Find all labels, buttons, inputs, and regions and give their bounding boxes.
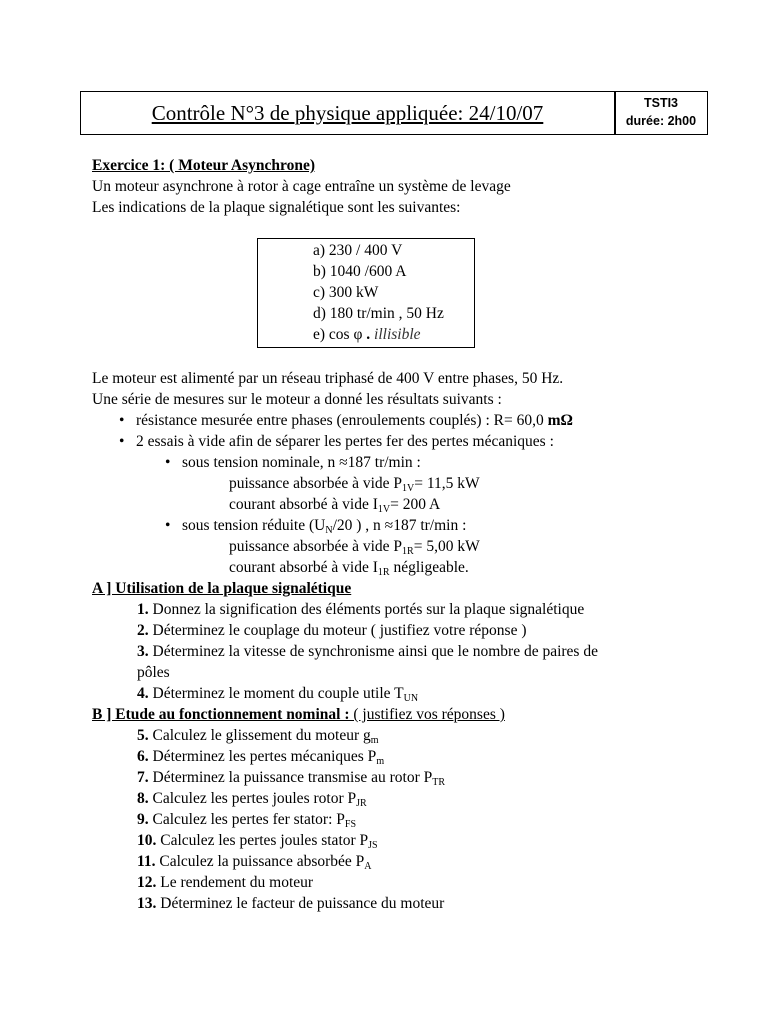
header-box <box>80 91 708 135</box>
nameplate-box <box>257 238 475 348</box>
question-5: 5. Calculez le glissement du moteur $g_m$ <box>137 727 379 746</box>
plate-item-a: a) 230 / 400 V <box>313 242 403 259</box>
plate-item-d: d) 180 tr/min , 50 Hz <box>313 305 444 322</box>
nominal-power: puissance absorbée à vide $P_{1V}= 11,5$ kW <box>229 475 480 494</box>
question-3-continued: pôles <box>137 664 170 681</box>
plate-item-e-value: illisible <box>374 326 421 343</box>
list-item-resistance <box>136 410 573 431</box>
question-11: 11. Calculez la puissance absorbée $P_A$ <box>137 853 372 872</box>
measures-line-2: Une série de mesures sur le moteur a donné les résultats suivants : <box>92 391 502 408</box>
section-a-title: A ] Utilisation de la plaque signalétique <box>92 580 352 597</box>
nameplate-list <box>313 240 444 345</box>
question-13: 13. Déterminez le facteur de puissance du moteur <box>137 895 445 912</box>
question-12: 12. Le rendement du moteur <box>137 874 314 891</box>
plate-item-e-label: e) cos φ <box>313 326 363 343</box>
measures-line-1: Le moteur est alimenté par un réseau triphasé de 400 V entre phases, 50 Hz. <box>92 370 564 387</box>
duration-label: durée: 2h00 <box>625 114 697 128</box>
resistance-text: résistance mesurée entre phases (enroulements couplés) : R= 60,0 <box>136 412 548 429</box>
exercise-title: Exercice 1: ( Moteur Asynchrone) <box>92 157 315 174</box>
nominal-current: courant absorbé à vide $I_{1V}= 200$ A <box>229 496 441 515</box>
question-1: 1. Donnez la signification des éléments portés sur la plaque signalétique <box>137 601 585 618</box>
question-9: 9. Calculez les pertes fer stator: $P_{FS}$ <box>137 811 357 830</box>
list-item-nominal-voltage: • sous tension nominale, n ≈187 tr/min : <box>182 452 421 473</box>
plate-item-c: c) 300 kW <box>313 284 379 301</box>
question-4: 4. Déterminez le moment du couple utile $T_{UN}$ <box>137 685 419 704</box>
plate-item-e: e) cos φ . illisible <box>313 326 421 343</box>
plate-item-b: b) 1040 /600 A <box>313 263 407 280</box>
reduced-power: puissance absorbée à vide $P_{1R}= 5,00$ kW <box>229 538 480 557</box>
intro-line-2: Les indications de la plaque signalétique sont les suivantes: <box>92 199 461 216</box>
page-title: Contrôle N°3 de physique appliquée: 24/10/07 <box>151 100 544 125</box>
class-label: TSTI3 <box>643 96 679 110</box>
reduced-current: courant absorbé à vide $I_{1R}$ négligeable. <box>229 559 469 578</box>
question-8: 8. Calculez les pertes joules rotor $P_{JR}$ <box>137 790 367 809</box>
question-6: 6. Déterminez les pertes mécaniques $P_m$ <box>137 748 385 767</box>
question-2: 2. Déterminez le couplage du moteur ( justifiez votre réponse ) <box>137 622 527 639</box>
list-item-no-load-tests: • 2 essais à vide afin de séparer les pertes fer des pertes mécaniques : <box>136 431 554 452</box>
resistance-unit: mΩ <box>547 412 573 429</box>
question-3: 3. Déterminez la vitesse de synchronisme ainsi que le nombre de paires de <box>137 643 598 660</box>
question-10: 10. Calculez les pertes joules stator $P_{JS}$ <box>137 832 378 851</box>
list-item-reduced-voltage: • sous tension réduite ($U_N/20$ ) , n ≈187 tr/min : <box>182 515 466 536</box>
intro-line-1: Un moteur asynchrone à rotor à cage entraîne un système de levage <box>92 178 511 195</box>
question-7: 7. Déterminez la puissance transmise au rotor $P_{TR}$ <box>137 769 446 788</box>
section-b-title: B ] Etude au fonctionnement nominal : ( justifiez vos réponses ) <box>92 706 505 723</box>
header-meta <box>616 94 706 130</box>
